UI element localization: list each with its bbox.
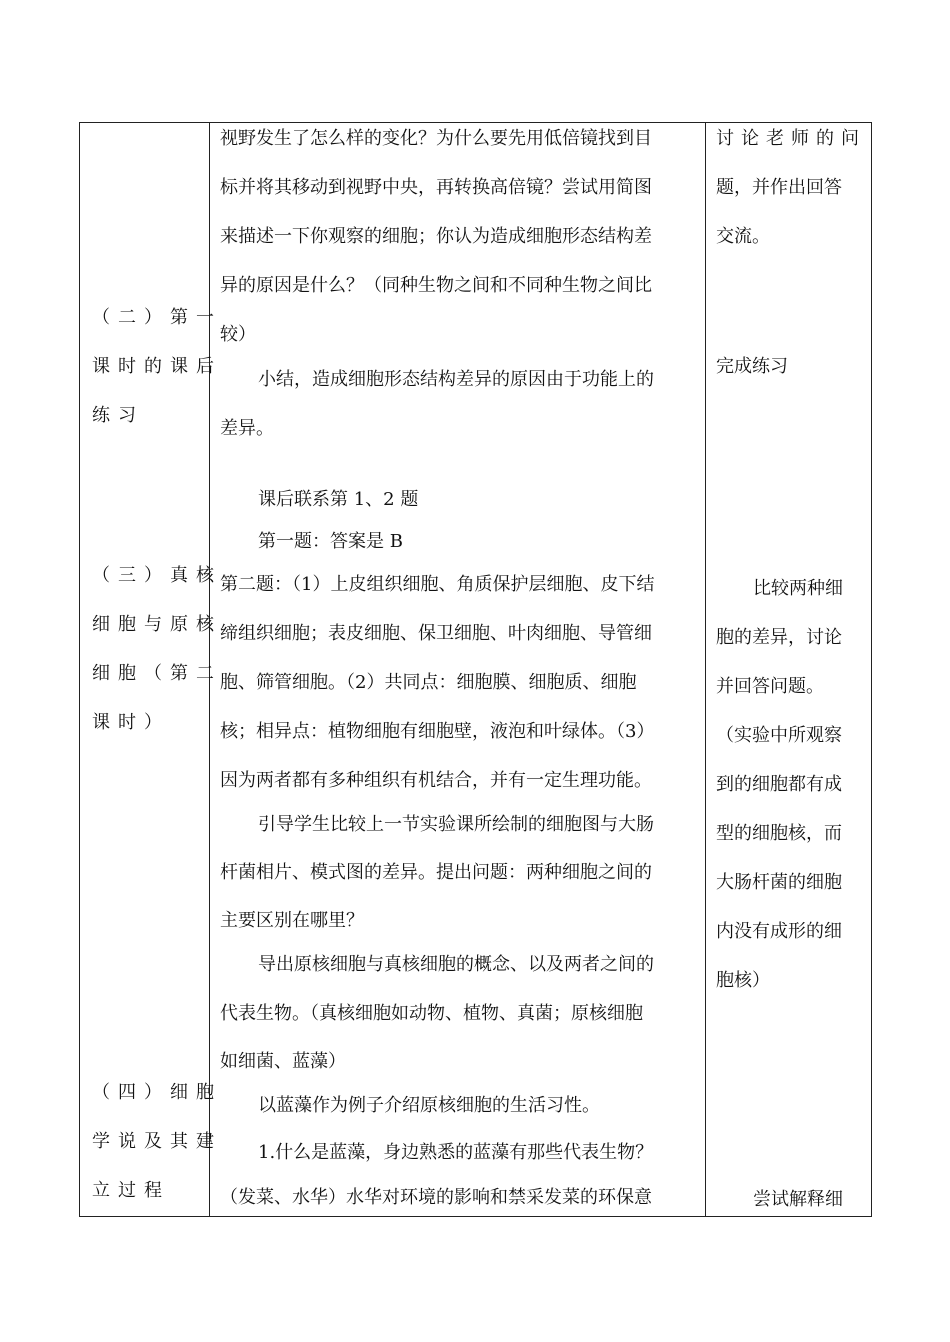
section-label: 细胞与原核	[92, 614, 222, 635]
student-line: 大肠杆菌的细胞	[716, 872, 842, 893]
content-line: 胞、筛管细胞。（2）共同点：细胞膜、细胞质、细胞	[220, 672, 637, 693]
student-line: 到的细胞都有成	[716, 774, 842, 795]
content-line: 主要区别在哪里？	[220, 910, 364, 931]
section-label: （三）真核	[92, 565, 222, 586]
content-line: 如细菌、蓝藻）	[220, 1051, 346, 1072]
section-label: 课时）	[92, 712, 170, 733]
content-line: （发菜、水华）水华对环境的影响和禁采发菜的环保意	[220, 1187, 652, 1208]
student-line: 比较两种细	[753, 578, 843, 599]
content-line: 异的原因是什么？（同种生物之间和不同种生物之间比	[220, 275, 652, 296]
student-line: 内没有成形的细	[716, 921, 842, 942]
student-line: 完成练习	[716, 356, 788, 377]
section-label: 细胞（第二	[92, 663, 222, 684]
section-label: 学说及其建	[92, 1131, 222, 1152]
content-line: 核；相异点：植物细胞有细胞壁，液泡和叶绿体。（3）	[220, 721, 655, 742]
section-label: 立过程	[92, 1180, 170, 1201]
content-line: 小结，造成细胞形态结构差异的原因由于功能上的	[258, 369, 654, 390]
content-line: 导出原核细胞与真核细胞的概念、以及两者之间的	[258, 954, 654, 975]
content-line: 课后联系第 1、2 题	[258, 489, 419, 510]
student-line: 交流。	[716, 226, 770, 247]
content-line: 视野发生了怎么样的变化？为什么要先用低倍镜找到目	[220, 128, 652, 149]
section-label: （二）第一	[92, 307, 222, 328]
content-line: 因为两者都有多种组织有机结合，并有一定生理功能。	[220, 770, 652, 791]
content-line: 杆菌相片、模式图的差异。提出问题：两种细胞之间的	[220, 862, 652, 883]
section-label: 课时的课后	[92, 356, 222, 377]
content-line: 第一题：答案是 B	[258, 531, 403, 552]
student-line: 胞的差异，讨论	[716, 627, 842, 648]
content-line: 差异。	[220, 418, 274, 439]
content-line: 以蓝藻作为例子介绍原核细胞的生活习性。	[258, 1095, 600, 1116]
content-line: 来描述一下你观察的细胞；你认为造成细胞形态结构差	[220, 226, 652, 247]
content-line: 第二题：（1）上皮组织细胞、角质保护层细胞、皮下结	[220, 574, 655, 595]
lesson-table	[79, 122, 872, 1217]
student-line: 型的细胞核，而	[716, 823, 842, 844]
content-line: 1.什么是蓝藻，身边熟悉的蓝藻有那些代表生物？	[258, 1142, 654, 1163]
content-line: 标并将其移动到视野中央，再转换高倍镜？尝试用简图	[220, 177, 652, 198]
content-line: 引导学生比较上一节实验课所绘制的细胞图与大肠	[258, 814, 654, 835]
student-line: 题，并作出回答	[716, 177, 842, 198]
section-label: （四）细胞	[92, 1082, 222, 1103]
section-label: 练习	[92, 405, 144, 426]
student-line: 胞核）	[716, 970, 770, 991]
content-line: 较）	[220, 324, 256, 345]
student-line: （实验中所观察	[716, 725, 842, 746]
content-line: 缔组织细胞；表皮细胞、保卫细胞、叶肉细胞、导管细	[220, 623, 652, 644]
student-line: 讨论老师的问	[716, 128, 866, 149]
student-line: 尝试解释细	[753, 1189, 843, 1210]
student-line: 并回答问题。	[716, 676, 824, 697]
content-line: 代表生物。（真核细胞如动物、植物、真菌；原核细胞	[220, 1003, 643, 1024]
column-divider	[705, 123, 706, 1216]
